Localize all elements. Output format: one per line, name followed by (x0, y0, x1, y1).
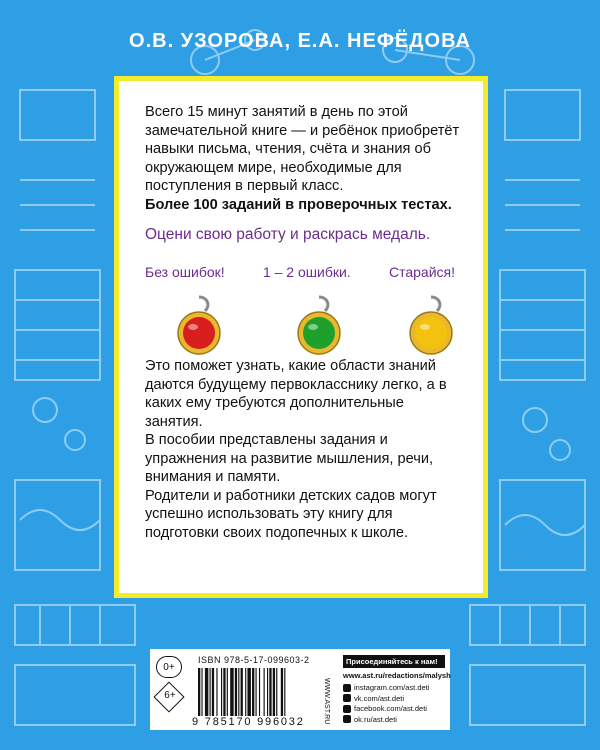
contents-paragraph: В пособии представлены задания и упражнения на развитие мышления, речи, внимания и памяти. (145, 432, 434, 485)
description-panel (114, 76, 488, 598)
social-links (343, 655, 451, 725)
intro-paragraph: Всего 15 минут занятий в день по этой замечательной книге — и ребёнок приобретёт навыки письма, чтения, счёта и знания об окружающем мире, необходимые для поступления в первый класс. (145, 104, 460, 194)
medal-label-no-errors: Без ошибок! (145, 263, 225, 280)
medal-labels (145, 263, 463, 282)
facebook-icon (343, 705, 351, 713)
medal-instruction: Оцени свою работу и раскрась медаль. (145, 226, 431, 243)
isbn-text: ISBN 978-5-17-099603-2 (198, 655, 310, 665)
instagram-link-text: instagram.com/ast.deti (354, 683, 430, 692)
audience-paragraph: Родители и работники детских садов могут успешно использовать эту книгу для подготовки своих подопечных к школе. (145, 487, 437, 541)
green-medal-icon (289, 295, 349, 357)
medals-row (145, 287, 463, 357)
instagram-icon (343, 684, 351, 692)
benefit-paragraph: Это поможет узнать, какие области знаний даются будущему первокласснику легко, а в каких ему требуются дополнительные занятия. (145, 358, 447, 430)
medal-label-try-harder: Старайся! (388, 263, 455, 280)
age-rating-6-plus: 6+ (164, 690, 176, 701)
social-link-vk[interactable] (343, 694, 445, 703)
publisher-site-vertical: WWW.AST.RU (323, 678, 330, 725)
ok-icon (343, 715, 351, 723)
join-us-banner: Присоединяйтесь к нам! (343, 655, 445, 668)
red-medal-icon (169, 295, 229, 357)
ok-link-text: ok.ru/ast.deti (354, 714, 397, 724)
yellow-medal-icon (401, 295, 461, 357)
barcode-number: 9 785170 996032 (192, 716, 305, 728)
social-link-facebook[interactable] (343, 704, 445, 713)
facebook-link-text: facebook.com/ast.deti (354, 704, 427, 713)
publisher-site-link[interactable]: www.ast.ru/redactions/malysh (343, 671, 451, 680)
age-rating-0-plus: 0+ (156, 656, 182, 678)
vk-link-text: vk.com/ast.deti (354, 693, 405, 703)
social-link-ok[interactable] (343, 715, 445, 724)
tests-highlight: Более 100 заданий в проверочных тестах. (145, 196, 452, 213)
vk-icon (343, 694, 351, 702)
authors-title: О.В. УЗОРОВА, Е.А. НЕФЁДОВА (129, 30, 471, 52)
social-link-instagram[interactable] (343, 683, 445, 692)
barcode-icon (198, 668, 338, 716)
medal-label-few-errors: 1 – 2 ошибки. (262, 263, 351, 280)
